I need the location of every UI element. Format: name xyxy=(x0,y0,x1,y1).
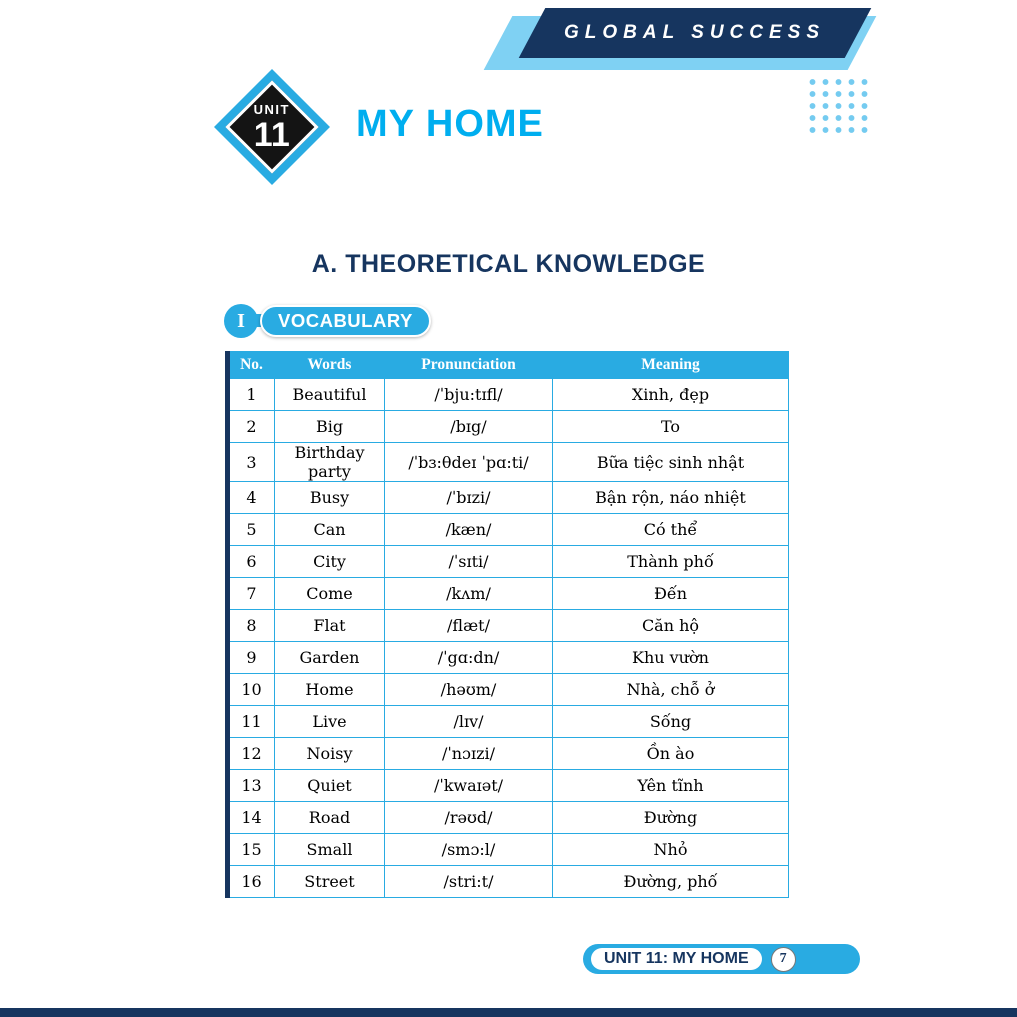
table-row xyxy=(229,379,789,411)
table-row xyxy=(229,411,789,443)
cell-word: Big xyxy=(275,411,385,443)
cell-word: Busy xyxy=(275,482,385,514)
cell-meaning: Khu vườn xyxy=(553,642,789,674)
cell-meaning: Căn hộ xyxy=(553,610,789,642)
cell-word: Road xyxy=(275,802,385,834)
cell-no: 8 xyxy=(229,610,275,642)
cell-word: Come xyxy=(275,578,385,610)
cell-word: Can xyxy=(275,514,385,546)
column-header: Meaning xyxy=(553,352,789,379)
section-index-badge xyxy=(224,304,258,338)
cell-pronunciation: /ˈkwaɪət/ xyxy=(385,770,553,802)
cell-no: 16 xyxy=(229,866,275,898)
table-row xyxy=(229,443,789,482)
cell-meaning: Đường xyxy=(553,802,789,834)
column-header: No. xyxy=(229,352,275,379)
section-heading: A. THEORETICAL KNOWLEDGE xyxy=(311,250,706,278)
vocabulary-table xyxy=(228,351,788,898)
cell-word: Birthday party xyxy=(275,443,385,482)
table-row xyxy=(229,802,789,834)
cell-word: Home xyxy=(275,674,385,706)
cell-word: Beautiful xyxy=(275,379,385,411)
cell-pronunciation: /ˈbɜ:θdeɪ ˈpɑ:ti/ xyxy=(385,443,553,482)
cell-no: 12 xyxy=(229,738,275,770)
cell-word: Quiet xyxy=(275,770,385,802)
table-left-accent xyxy=(225,351,230,898)
cell-no: 15 xyxy=(229,834,275,866)
cell-no: 9 xyxy=(229,642,275,674)
table-header-row xyxy=(229,352,789,379)
cell-meaning: Bận rộn, náo nhiệt xyxy=(553,482,789,514)
table-row xyxy=(229,674,789,706)
table-row xyxy=(229,770,789,802)
cell-pronunciation: /ˈsɪti/ xyxy=(385,546,553,578)
cell-word: Street xyxy=(275,866,385,898)
cell-no: 14 xyxy=(229,802,275,834)
page-number: 7 xyxy=(779,951,787,966)
table-row xyxy=(229,834,789,866)
cell-word: City xyxy=(275,546,385,578)
cell-meaning: Thành phố xyxy=(553,546,789,578)
unit-number: 11 xyxy=(254,115,290,154)
table-row xyxy=(229,482,789,514)
cell-meaning: Bữa tiệc sinh nhật xyxy=(553,443,789,482)
cell-pronunciation: /həʊm/ xyxy=(385,674,553,706)
cell-pronunciation: /rəʊd/ xyxy=(385,802,553,834)
bottom-strip xyxy=(0,1008,1017,1017)
cell-no: 6 xyxy=(229,546,275,578)
unit-badge xyxy=(214,69,330,185)
cell-no: 2 xyxy=(229,411,275,443)
cell-no: 13 xyxy=(229,770,275,802)
table-row xyxy=(229,514,789,546)
cell-word: Live xyxy=(275,706,385,738)
cell-pronunciation: /smɔ:l/ xyxy=(385,834,553,866)
unit-badge-inner xyxy=(225,80,318,173)
cell-meaning: Đến xyxy=(553,578,789,610)
cell-meaning: Ồn ào xyxy=(553,738,789,770)
cell-pronunciation: /kæn/ xyxy=(385,514,553,546)
section-index: I xyxy=(237,309,245,332)
cell-meaning: Yên tĩnh xyxy=(553,770,789,802)
cell-pronunciation: /flæt/ xyxy=(385,610,553,642)
cell-meaning: Sống xyxy=(553,706,789,738)
cell-no: 3 xyxy=(229,443,275,482)
cell-no: 10 xyxy=(229,674,275,706)
table-row xyxy=(229,610,789,642)
cell-no: 11 xyxy=(229,706,275,738)
cell-meaning: Xinh, đẹp xyxy=(553,379,789,411)
table-row xyxy=(229,546,789,578)
footer-bar xyxy=(583,944,860,974)
vocab-table-body xyxy=(229,379,789,898)
footer-label: UNIT 11: MY HOME xyxy=(604,950,749,967)
table-row xyxy=(229,706,789,738)
cell-word: Noisy xyxy=(275,738,385,770)
brand-banner xyxy=(519,8,872,58)
cell-pronunciation: /stri:t/ xyxy=(385,866,553,898)
cell-pronunciation: /ˈnɔɪzi/ xyxy=(385,738,553,770)
cell-pronunciation: /ˈbɪzi/ xyxy=(385,482,553,514)
cell-word: Small xyxy=(275,834,385,866)
cell-pronunciation: /ˈgɑ:dn/ xyxy=(385,642,553,674)
cell-meaning: To xyxy=(553,411,789,443)
cell-pronunciation: /lɪv/ xyxy=(385,706,553,738)
table-row xyxy=(229,642,789,674)
page-number-badge xyxy=(771,947,796,972)
cell-pronunciation: /ˈbju:tɪfl/ xyxy=(385,379,553,411)
table-row xyxy=(229,578,789,610)
table-row xyxy=(229,738,789,770)
page-title: MY HOME xyxy=(356,103,544,145)
cell-word: Garden xyxy=(275,642,385,674)
vocabulary-title: VOCABULARY xyxy=(278,310,413,331)
cell-pronunciation: /bɪg/ xyxy=(385,411,553,443)
cell-meaning: Nhà, chỗ ở xyxy=(553,674,789,706)
column-header: Words xyxy=(275,352,385,379)
cell-meaning: Có thể xyxy=(553,514,789,546)
brand-title: GLOBAL SUCCESS xyxy=(564,22,826,43)
cell-word: Flat xyxy=(275,610,385,642)
cell-pronunciation: /kʌm/ xyxy=(385,578,553,610)
table-row xyxy=(229,866,789,898)
cell-no: 1 xyxy=(229,379,275,411)
vocabulary-pill xyxy=(260,305,431,337)
vocab-table xyxy=(228,351,789,898)
column-header: Pronunciation xyxy=(385,352,553,379)
cell-meaning: Đường, phố xyxy=(553,866,789,898)
cell-meaning: Nhỏ xyxy=(553,834,789,866)
unit-label: UNIT xyxy=(253,101,291,117)
dots-pattern xyxy=(806,76,868,134)
cell-no: 4 xyxy=(229,482,275,514)
cell-no: 7 xyxy=(229,578,275,610)
footer-label-pill xyxy=(591,948,762,970)
cell-no: 5 xyxy=(229,514,275,546)
